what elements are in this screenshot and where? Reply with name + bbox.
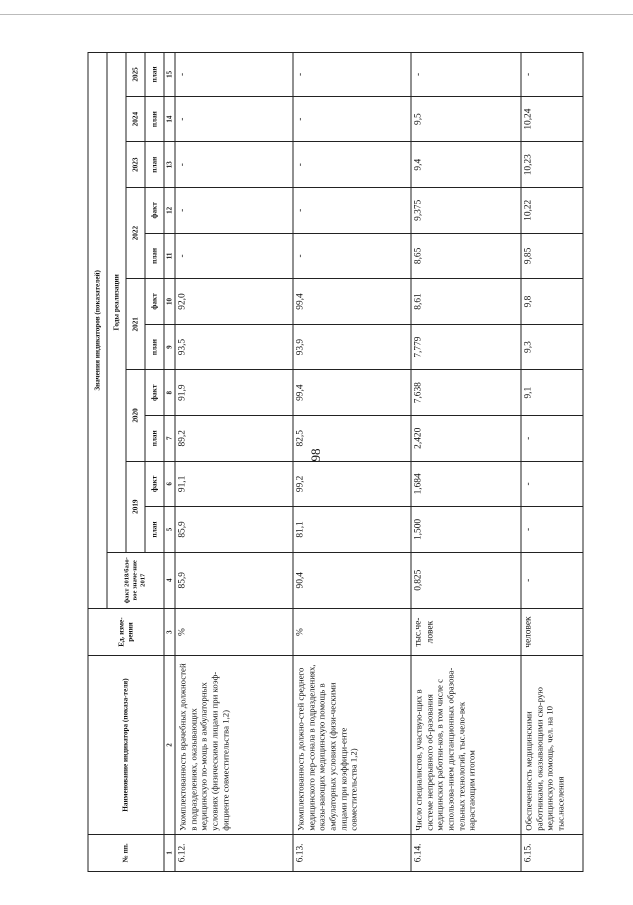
column-numbers-row: [164, 53, 175, 872]
table-row: [411, 53, 521, 872]
value-cell: 91,9: [175, 370, 293, 416]
value-cell: 1,500: [411, 507, 521, 553]
header-plan: план: [145, 507, 164, 553]
value-cell: 85,9: [175, 507, 293, 553]
value-cell: 10,24: [521, 96, 583, 142]
value-cell: -: [411, 53, 521, 97]
value-cell: -: [175, 233, 293, 279]
value-cell: -: [293, 96, 411, 142]
indicators-table: [88, 52, 584, 872]
column-number: 15: [164, 53, 175, 97]
unit: %: [175, 608, 293, 656]
page-number: 98: [308, 448, 323, 462]
indicator-name: Укомплектованность должно-стей среднего медицинского пер-сонала в подразделениях, оказы-вающих медицинскую помощь в амбулаторных условиях (физи-ческими лицами при коэффици-енте совместительства 1,2): [293, 656, 411, 834]
value-cell: 9,1: [521, 370, 583, 416]
value-cell: 2,420: [411, 415, 521, 461]
value-cell: 8,61: [411, 279, 521, 325]
base-value: 90,4: [293, 552, 411, 608]
value-cell: -: [521, 53, 583, 97]
header-base: факт 2018/базо-вое значе-ние 2017: [107, 552, 164, 608]
base-value: -: [521, 552, 583, 608]
column-number: 2: [164, 656, 175, 834]
row-number: 6.15.: [521, 834, 583, 871]
value-cell: -: [293, 142, 411, 188]
base-value: 0,825: [411, 552, 521, 608]
header-fact: факт: [145, 188, 164, 234]
value-cell: -: [293, 188, 411, 234]
header-plan: план: [145, 233, 164, 279]
value-cell: 9,375: [411, 188, 521, 234]
value-cell: -: [521, 415, 583, 461]
value-cell: 9,5: [411, 96, 521, 142]
table-row: [293, 53, 411, 872]
header-plan: план: [145, 96, 164, 142]
header-year-2019: 2019: [126, 461, 145, 552]
value-cell: -: [293, 233, 411, 279]
value-cell: 9,8: [521, 279, 583, 325]
header-no: № пп.: [88, 834, 164, 871]
header-unit: Ед. изме-рения: [88, 608, 164, 656]
column-number: 8: [164, 370, 175, 416]
indicator-name: Обеспеченность медицинскими работниками, оказывающими ско-рую медицинскую помощь, чел. на 10 тыс.населения: [521, 656, 583, 834]
header-year-2025: 2025: [126, 53, 145, 97]
indicator-name: Число специалистов, участвую-щих в системе непрерывного об-разования медицинских работни-ков, в том числе с использова-нием дистанционных образова-тельных технологий, тыс.чело-век нарастающим итогом: [411, 656, 521, 834]
value-cell: 81,1: [293, 507, 411, 553]
value-cell: 9,4: [411, 142, 521, 188]
header-values-group: Значения индикаторов (показателей): [88, 53, 107, 609]
value-cell: 10,23: [521, 142, 583, 188]
value-cell: -: [175, 96, 293, 142]
value-cell: 9,85: [521, 233, 583, 279]
column-number: 12: [164, 188, 175, 234]
column-number: 10: [164, 279, 175, 325]
row-number: 6.12.: [175, 834, 293, 871]
header-year-2022: 2022: [126, 188, 145, 279]
value-cell: -: [293, 53, 411, 97]
column-number: 5: [164, 507, 175, 553]
value-cell: 10,22: [521, 188, 583, 234]
value-cell: 9,3: [521, 324, 583, 370]
row-number: 6.14.: [411, 834, 521, 871]
value-cell: 93,5: [175, 324, 293, 370]
header-fact: факт: [145, 461, 164, 507]
column-number: 1: [164, 834, 175, 871]
row-number: 6.13.: [293, 834, 411, 871]
header-year-2020: 2020: [126, 370, 145, 461]
header-fact: факт: [145, 279, 164, 325]
header-year-2021: 2021: [126, 279, 145, 370]
unit: %: [293, 608, 411, 656]
value-cell: -: [175, 188, 293, 234]
value-cell: -: [175, 142, 293, 188]
value-cell: 99,4: [293, 370, 411, 416]
header-plan: план: [145, 53, 164, 97]
header-fact: факт: [145, 370, 164, 416]
header-year-2024: 2024: [126, 96, 145, 142]
column-number: 11: [164, 233, 175, 279]
header-plan: план: [145, 324, 164, 370]
rotated-table-sheet: [88, 52, 566, 872]
value-cell: -: [521, 461, 583, 507]
header-plan: план: [145, 142, 164, 188]
column-number: 13: [164, 142, 175, 188]
column-number: 9: [164, 324, 175, 370]
value-cell: 8,65: [411, 233, 521, 279]
column-number: 3: [164, 608, 175, 656]
value-cell: -: [175, 53, 293, 97]
value-cell: 82,5: [293, 415, 411, 461]
table-row: [521, 53, 583, 872]
value-cell: 92,0: [175, 279, 293, 325]
column-number: 14: [164, 96, 175, 142]
header-years-group: Годы реализации: [107, 53, 126, 553]
value-cell: 91,1: [175, 461, 293, 507]
column-number: 6: [164, 461, 175, 507]
column-number: 7: [164, 415, 175, 461]
value-cell: -: [521, 507, 583, 553]
unit: человек: [521, 608, 583, 656]
column-number: 4: [164, 552, 175, 608]
header-name: Наименование индикатора (показа-теля): [88, 656, 164, 834]
unit: тыс.че-ловек: [411, 608, 521, 656]
value-cell: 89,2: [175, 415, 293, 461]
base-value: 85,9: [175, 552, 293, 608]
indicator-name: Укомплектованность врачебных должностей в подразделениях, оказывающих медицинскую по-мощь в амбулаторных условиях (физическими лицами при коэф-фициенте совместительства 1,2): [175, 656, 293, 834]
table-row: [175, 53, 293, 872]
value-cell: 99,2: [293, 461, 411, 507]
value-cell: 93,9: [293, 324, 411, 370]
value-cell: 7,638: [411, 370, 521, 416]
header-plan: план: [145, 415, 164, 461]
scan-edge-line: [0, 14, 633, 15]
value-cell: 7,779: [411, 324, 521, 370]
header-year-2023: 2023: [126, 142, 145, 188]
value-cell: 1,684: [411, 461, 521, 507]
value-cell: 99,4: [293, 279, 411, 325]
